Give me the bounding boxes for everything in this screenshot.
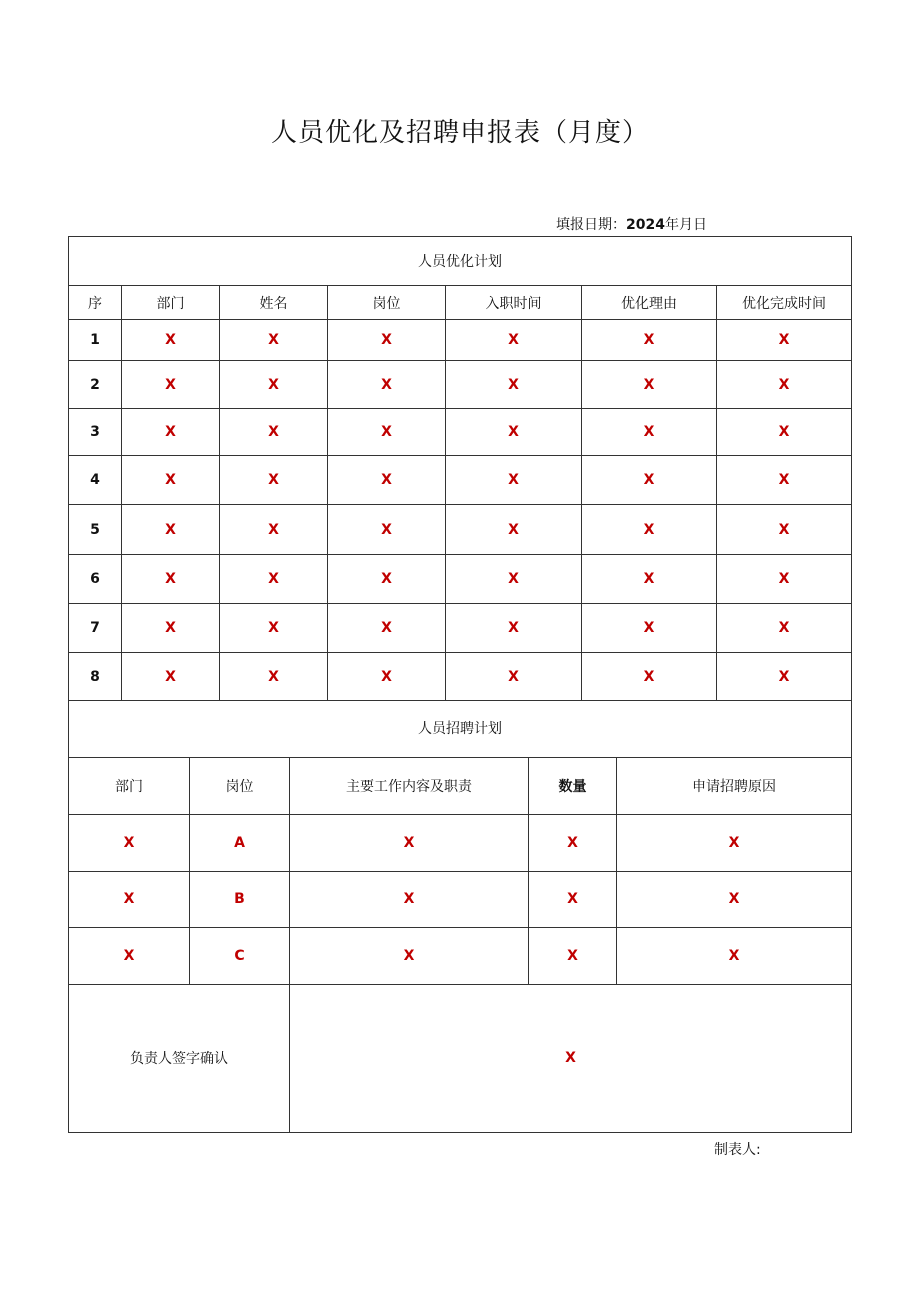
table-cell: X bbox=[328, 555, 446, 604]
table-row bbox=[69, 456, 852, 505]
table-cell: X bbox=[617, 871, 852, 927]
row-seq: 8 bbox=[69, 653, 122, 701]
header-recruit-reason: 申请招聘原因 bbox=[617, 757, 852, 814]
table-cell: X bbox=[617, 814, 852, 871]
table-cell: C bbox=[190, 927, 290, 984]
row-seq: 2 bbox=[69, 361, 122, 409]
table-cell: X bbox=[69, 871, 190, 927]
table-cell: X bbox=[290, 871, 529, 927]
row-seq: 7 bbox=[69, 604, 122, 653]
table-cell: X bbox=[717, 505, 852, 555]
table-cell: X bbox=[122, 409, 220, 456]
table-cell: X bbox=[582, 505, 717, 555]
report-date bbox=[556, 214, 707, 234]
header-department: 部门 bbox=[122, 286, 220, 320]
table-cell: X bbox=[582, 456, 717, 505]
table-cell: X bbox=[529, 814, 617, 871]
table-row bbox=[69, 320, 852, 361]
table-cell: X bbox=[122, 604, 220, 653]
table-cell: X bbox=[717, 320, 852, 361]
report-date-label: 填报日期： bbox=[556, 217, 626, 233]
table-cell: X bbox=[220, 361, 328, 409]
recruitment-table bbox=[68, 700, 852, 1133]
table-cell: X bbox=[582, 604, 717, 653]
table-cell: X bbox=[446, 555, 582, 604]
table-cell: X bbox=[582, 653, 717, 701]
table-cell: X bbox=[446, 653, 582, 701]
table-cell: X bbox=[122, 361, 220, 409]
table-cell: X bbox=[69, 814, 190, 871]
maker-label: 制表人: bbox=[714, 1142, 761, 1158]
table-cell: X bbox=[717, 456, 852, 505]
table-row bbox=[69, 653, 852, 701]
table-cell: X bbox=[717, 653, 852, 701]
report-date-year: 2024 bbox=[626, 217, 665, 233]
table-cell: B bbox=[190, 871, 290, 927]
table-cell: X bbox=[529, 871, 617, 927]
table-cell: X bbox=[220, 555, 328, 604]
row-seq: 6 bbox=[69, 555, 122, 604]
table-cell: X bbox=[717, 604, 852, 653]
signature-field[interactable]: X bbox=[290, 984, 852, 1132]
row-seq: 4 bbox=[69, 456, 122, 505]
table-cell: X bbox=[328, 361, 446, 409]
table-cell: X bbox=[446, 361, 582, 409]
table-row bbox=[69, 871, 852, 927]
table-cell: X bbox=[328, 320, 446, 361]
header-seq: 序 bbox=[69, 286, 122, 320]
table-cell: X bbox=[582, 361, 717, 409]
table-row bbox=[69, 409, 852, 456]
header-department: 部门 bbox=[69, 757, 190, 814]
header-position: 岗位 bbox=[190, 757, 290, 814]
report-date-suffix: 年月日 bbox=[664, 217, 707, 233]
header-complete-time: 优化完成时间 bbox=[717, 286, 852, 320]
table-cell: X bbox=[328, 653, 446, 701]
table-cell: X bbox=[220, 409, 328, 456]
optimization-section-title: 人员优化计划 bbox=[69, 237, 852, 286]
header-position: 岗位 bbox=[328, 286, 446, 320]
table-cell: X bbox=[446, 320, 582, 361]
table-cell: X bbox=[717, 555, 852, 604]
signature-label: 负责人签字确认 bbox=[69, 984, 290, 1132]
table-row bbox=[69, 814, 852, 871]
table-cell: X bbox=[529, 927, 617, 984]
table-cell: X bbox=[446, 409, 582, 456]
table-cell: X bbox=[582, 320, 717, 361]
table-cell: X bbox=[446, 604, 582, 653]
table-cell: X bbox=[69, 927, 190, 984]
table-cell: X bbox=[617, 927, 852, 984]
table-cell: X bbox=[220, 653, 328, 701]
table-cell: X bbox=[328, 505, 446, 555]
table-cell: X bbox=[717, 409, 852, 456]
table-cell: X bbox=[582, 409, 717, 456]
table-cell: X bbox=[446, 456, 582, 505]
table-cell: X bbox=[328, 456, 446, 505]
table-cell: X bbox=[328, 604, 446, 653]
table-row bbox=[69, 555, 852, 604]
row-seq: 3 bbox=[69, 409, 122, 456]
table-cell: A bbox=[190, 814, 290, 871]
table-cell: X bbox=[220, 456, 328, 505]
recruitment-section-title: 人员招聘计划 bbox=[69, 700, 852, 757]
table-cell: X bbox=[122, 653, 220, 701]
table-cell: X bbox=[582, 555, 717, 604]
table-cell: X bbox=[220, 505, 328, 555]
table-cell: X bbox=[328, 409, 446, 456]
header-duties: 主要工作内容及职责 bbox=[290, 757, 529, 814]
table-row bbox=[69, 505, 852, 555]
row-seq: 5 bbox=[69, 505, 122, 555]
table-cell: X bbox=[717, 361, 852, 409]
header-reason: 优化理由 bbox=[582, 286, 717, 320]
signature-row bbox=[69, 984, 852, 1132]
header-quantity: 数量 bbox=[529, 757, 617, 814]
table-cell: X bbox=[122, 555, 220, 604]
table-cell: X bbox=[290, 927, 529, 984]
header-name: 姓名 bbox=[220, 286, 328, 320]
recruitment-header-row bbox=[69, 757, 852, 814]
row-seq: 1 bbox=[69, 320, 122, 361]
page-title: 人员优化及招聘申报表（月度） bbox=[270, 118, 649, 148]
table-cell: X bbox=[290, 814, 529, 871]
table-cell: X bbox=[122, 505, 220, 555]
table-cell: X bbox=[122, 456, 220, 505]
table-row bbox=[69, 604, 852, 653]
table-cell: X bbox=[446, 505, 582, 555]
table-cell: X bbox=[220, 320, 328, 361]
table-cell: X bbox=[122, 320, 220, 361]
table-row bbox=[69, 361, 852, 409]
optimization-header-row bbox=[69, 286, 852, 320]
header-hire-date: 入职时间 bbox=[446, 286, 582, 320]
optimization-table bbox=[68, 236, 852, 701]
table-row bbox=[69, 927, 852, 984]
table-cell: X bbox=[220, 604, 328, 653]
